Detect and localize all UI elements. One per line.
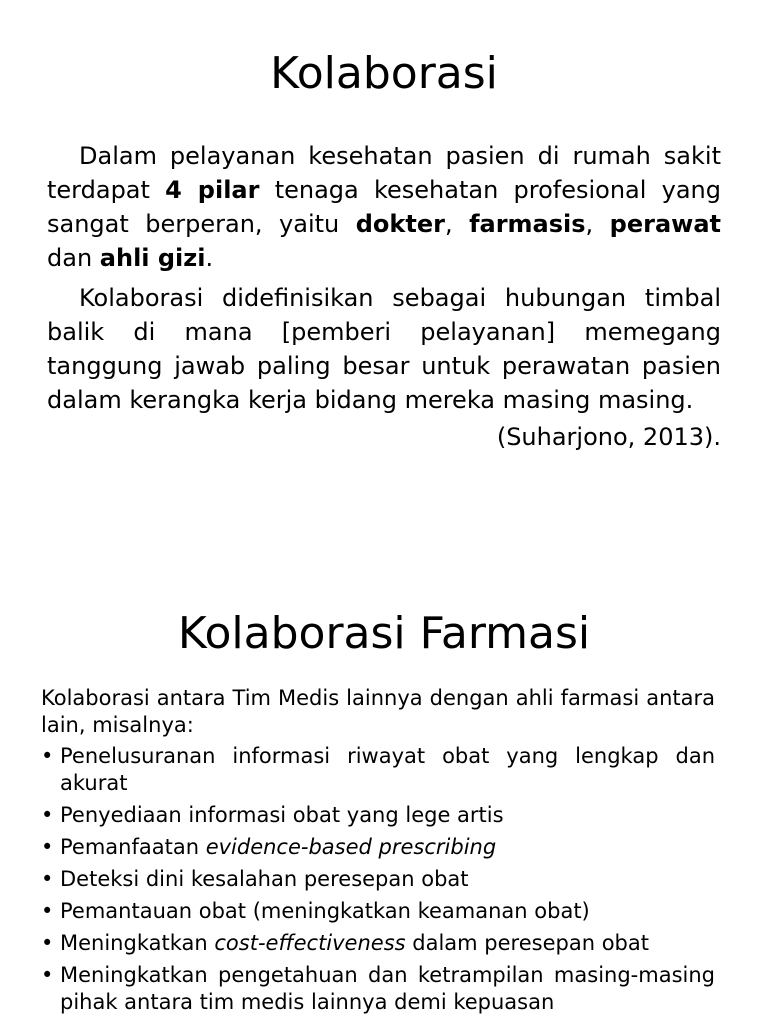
list-item-text: Meningkatkan [60, 931, 215, 955]
list-item [41, 834, 715, 861]
slide-body [47, 139, 721, 454]
bullet-icon: • [41, 867, 54, 891]
paragraph-pillars [47, 139, 721, 275]
list-item-text: dalam peresepan obat [405, 931, 649, 955]
list-item-text: Pemantauan obat (meningkatkan keamanan obat) [60, 899, 590, 923]
italic-term: cost-effectiveness [214, 931, 406, 955]
citation: (Suharjono, 2013). [496, 423, 721, 451]
list-item-text: Meningkatkan pengetahuan dan ketrampilan masing-masing pihak antara tim medis lainnya demi kepuasan [60, 963, 715, 1014]
bullet-list [41, 743, 715, 1016]
list-item [41, 898, 715, 925]
list-item [41, 962, 715, 1016]
bold-term-dokter: dokter [355, 210, 445, 238]
intro-text: Kolaborasi antara Tim Medis lainnya dengan ahli farmasi antara lain, misalnya: [41, 686, 715, 737]
list-item-text: Deteksi dini kesalahan peresepan obat [60, 867, 469, 891]
bullet-icon: • [41, 744, 54, 768]
list-item-text: Penelusuranan informasi riwayat obat yang lengkap dan akurat [60, 744, 715, 795]
text-run: , [444, 210, 470, 238]
slide-kolaborasi-farmasi [0, 560, 768, 1024]
list-item [41, 930, 715, 957]
text-run: , [585, 210, 610, 238]
bullet-icon: • [41, 963, 54, 987]
bullet-icon: • [41, 803, 54, 827]
text-run: dan [47, 244, 100, 272]
bold-term-4-pilar: 4 pilar [165, 176, 260, 204]
text-run: Dalam pelayanan kesehatan pasien di rumah sakit terdapat [47, 142, 721, 204]
list-item [41, 802, 715, 829]
italic-term: evidence-based prescribing [205, 835, 497, 859]
text-run: . [205, 244, 214, 272]
text-run: tenaga kesehatan profesional yang sangat berperan, yaitu [47, 176, 721, 238]
bold-term-perawat: perawat [609, 210, 721, 238]
slide-title: Kolaborasi Farmasi [177, 608, 591, 659]
bold-term-farmasis: farmasis [469, 210, 586, 238]
bullet-icon: • [41, 931, 54, 955]
bullet-icon: • [41, 899, 54, 923]
list-item [41, 743, 715, 797]
bullet-icon: • [41, 835, 54, 859]
slide-title: Kolaborasi [270, 48, 498, 99]
list-item [41, 866, 715, 893]
list-item-text: Penyediaan informasi obat yang lege artis [60, 803, 504, 827]
bold-term-ahli-gizi: ahli gizi [99, 244, 206, 272]
paragraph-definition: Kolaborasi didefinisikan sebagai hubungan timbal balik di mana [pemberi pelayanan] memegang tanggung jawab paling besar untuk perawatan pasien dalam kerangka kerja bidang mereka masing masing. [47, 284, 721, 414]
list-item-text: Pemanfaatan [60, 835, 206, 859]
slide-body [41, 685, 715, 1021]
